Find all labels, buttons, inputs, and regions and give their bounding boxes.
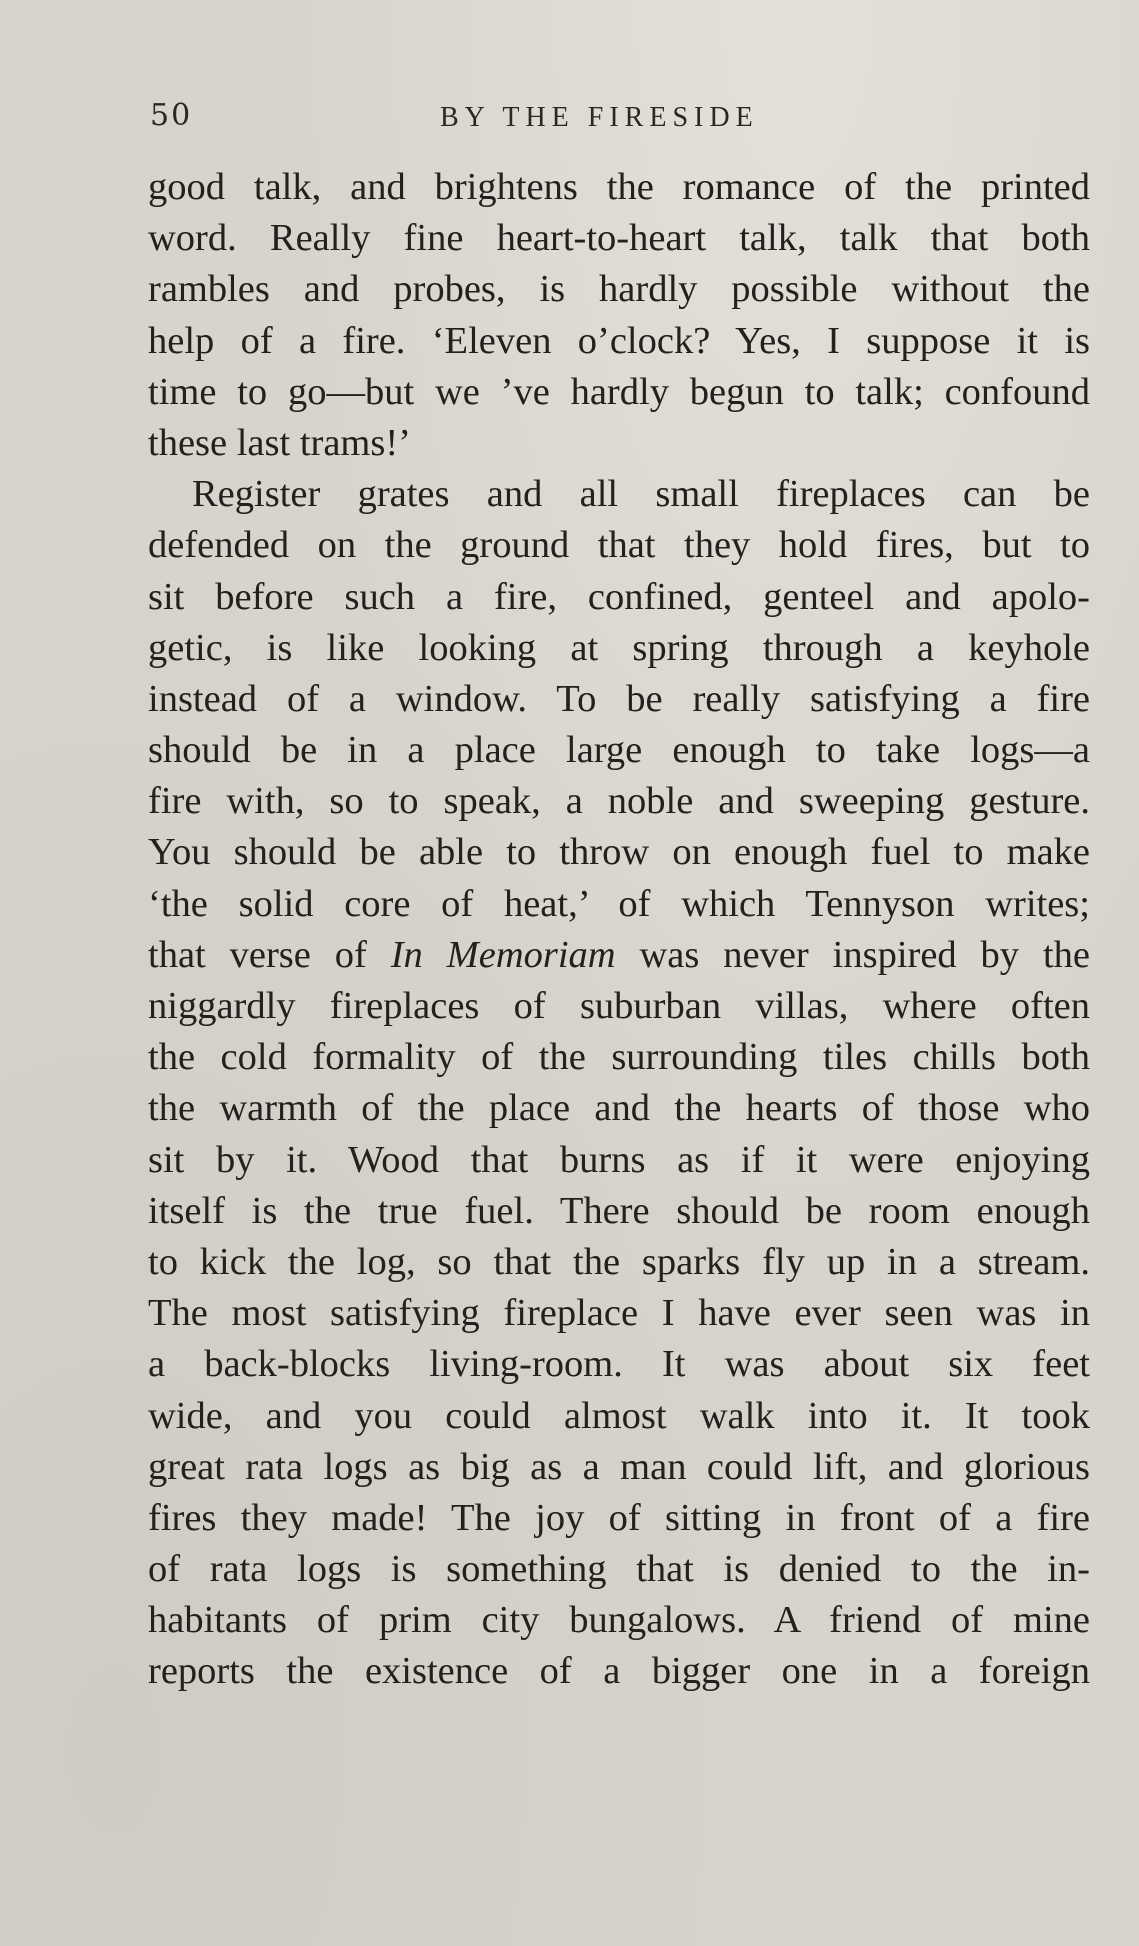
paragraph-start: Register grates and all small fireplaces can be <box>192 473 1090 516</box>
running-title: BY THE FIRESIDE <box>440 102 759 133</box>
text-line: itself is the true fuel. There should be room enough <box>148 1189 1090 1232</box>
text-line-with-italic: that verse of In Memoriam was never inspired by the <box>148 933 1090 976</box>
text-line: wide, and you could almost walk into it. It took <box>148 1394 1090 1437</box>
text-line: rambles and probes, is hardly possible without the <box>148 268 1090 311</box>
text-line: You should be able to throw on enough fuel to make <box>148 831 1090 874</box>
text-line: these last trams!’ <box>148 421 411 464</box>
text-line: word. Really fine heart-to-heart talk, talk that both <box>148 217 1090 260</box>
text-line: reports the existence of a bigger one in a foreign <box>148 1650 1090 1693</box>
text-line: a back-blocks living-room. It was about six feet <box>148 1343 1090 1386</box>
text-line: the cold formality of the surrounding tiles chills both <box>148 1036 1090 1079</box>
text-line: sit by it. Wood that burns as if it were enjoying <box>148 1138 1090 1181</box>
text-line: should be in a place large enough to take logs—a <box>148 729 1090 772</box>
text-line: The most satisfying fireplace I have ever seen was in <box>148 1292 1090 1335</box>
text-line: sit before such a fire, confined, genteel and apolo- <box>148 575 1090 618</box>
italic-title: In Memoriam <box>390 933 616 976</box>
text-line: help of a fire. ‘Eleven o’clock? Yes, I suppose it is <box>148 319 1090 362</box>
text-line: the warmth of the place and the hearts of those who <box>148 1087 1090 1130</box>
text-line: instead of a window. To be really satisfying a fire <box>148 677 1090 720</box>
text-line: to kick the log, so that the sparks fly up in a stream. <box>148 1240 1090 1283</box>
text-line: of rata logs is something that is denied to the in- <box>148 1548 1090 1591</box>
text-line: time to go—but we ’ve hardly begun to talk; confound <box>148 370 1090 413</box>
text-line: ‘the solid core of heat,’ of which Tennyson writes; <box>148 882 1090 925</box>
page-number: 50 <box>150 98 193 133</box>
text-line: getic, is like looking at spring through a keyhole <box>148 626 1090 669</box>
text-line: fire with, so to speak, a noble and sweeping gesture. <box>148 780 1090 823</box>
text-line: defended on the ground that they hold fires, but to <box>148 524 1090 567</box>
body-text <box>148 162 1090 1698</box>
text-line: niggardly fireplaces of suburban villas, where often <box>148 985 1090 1027</box>
text-line: habitants of prim city bungalows. A friend of mine <box>148 1599 1090 1642</box>
text-line: fires they made! The joy of sitting in front of a fire <box>148 1496 1090 1539</box>
text-line: great rata logs as big as a man could lift, and glorious <box>148 1445 1090 1488</box>
text-line: good talk, and brightens the romance of the printed <box>148 166 1090 208</box>
running-head <box>150 98 1090 138</box>
